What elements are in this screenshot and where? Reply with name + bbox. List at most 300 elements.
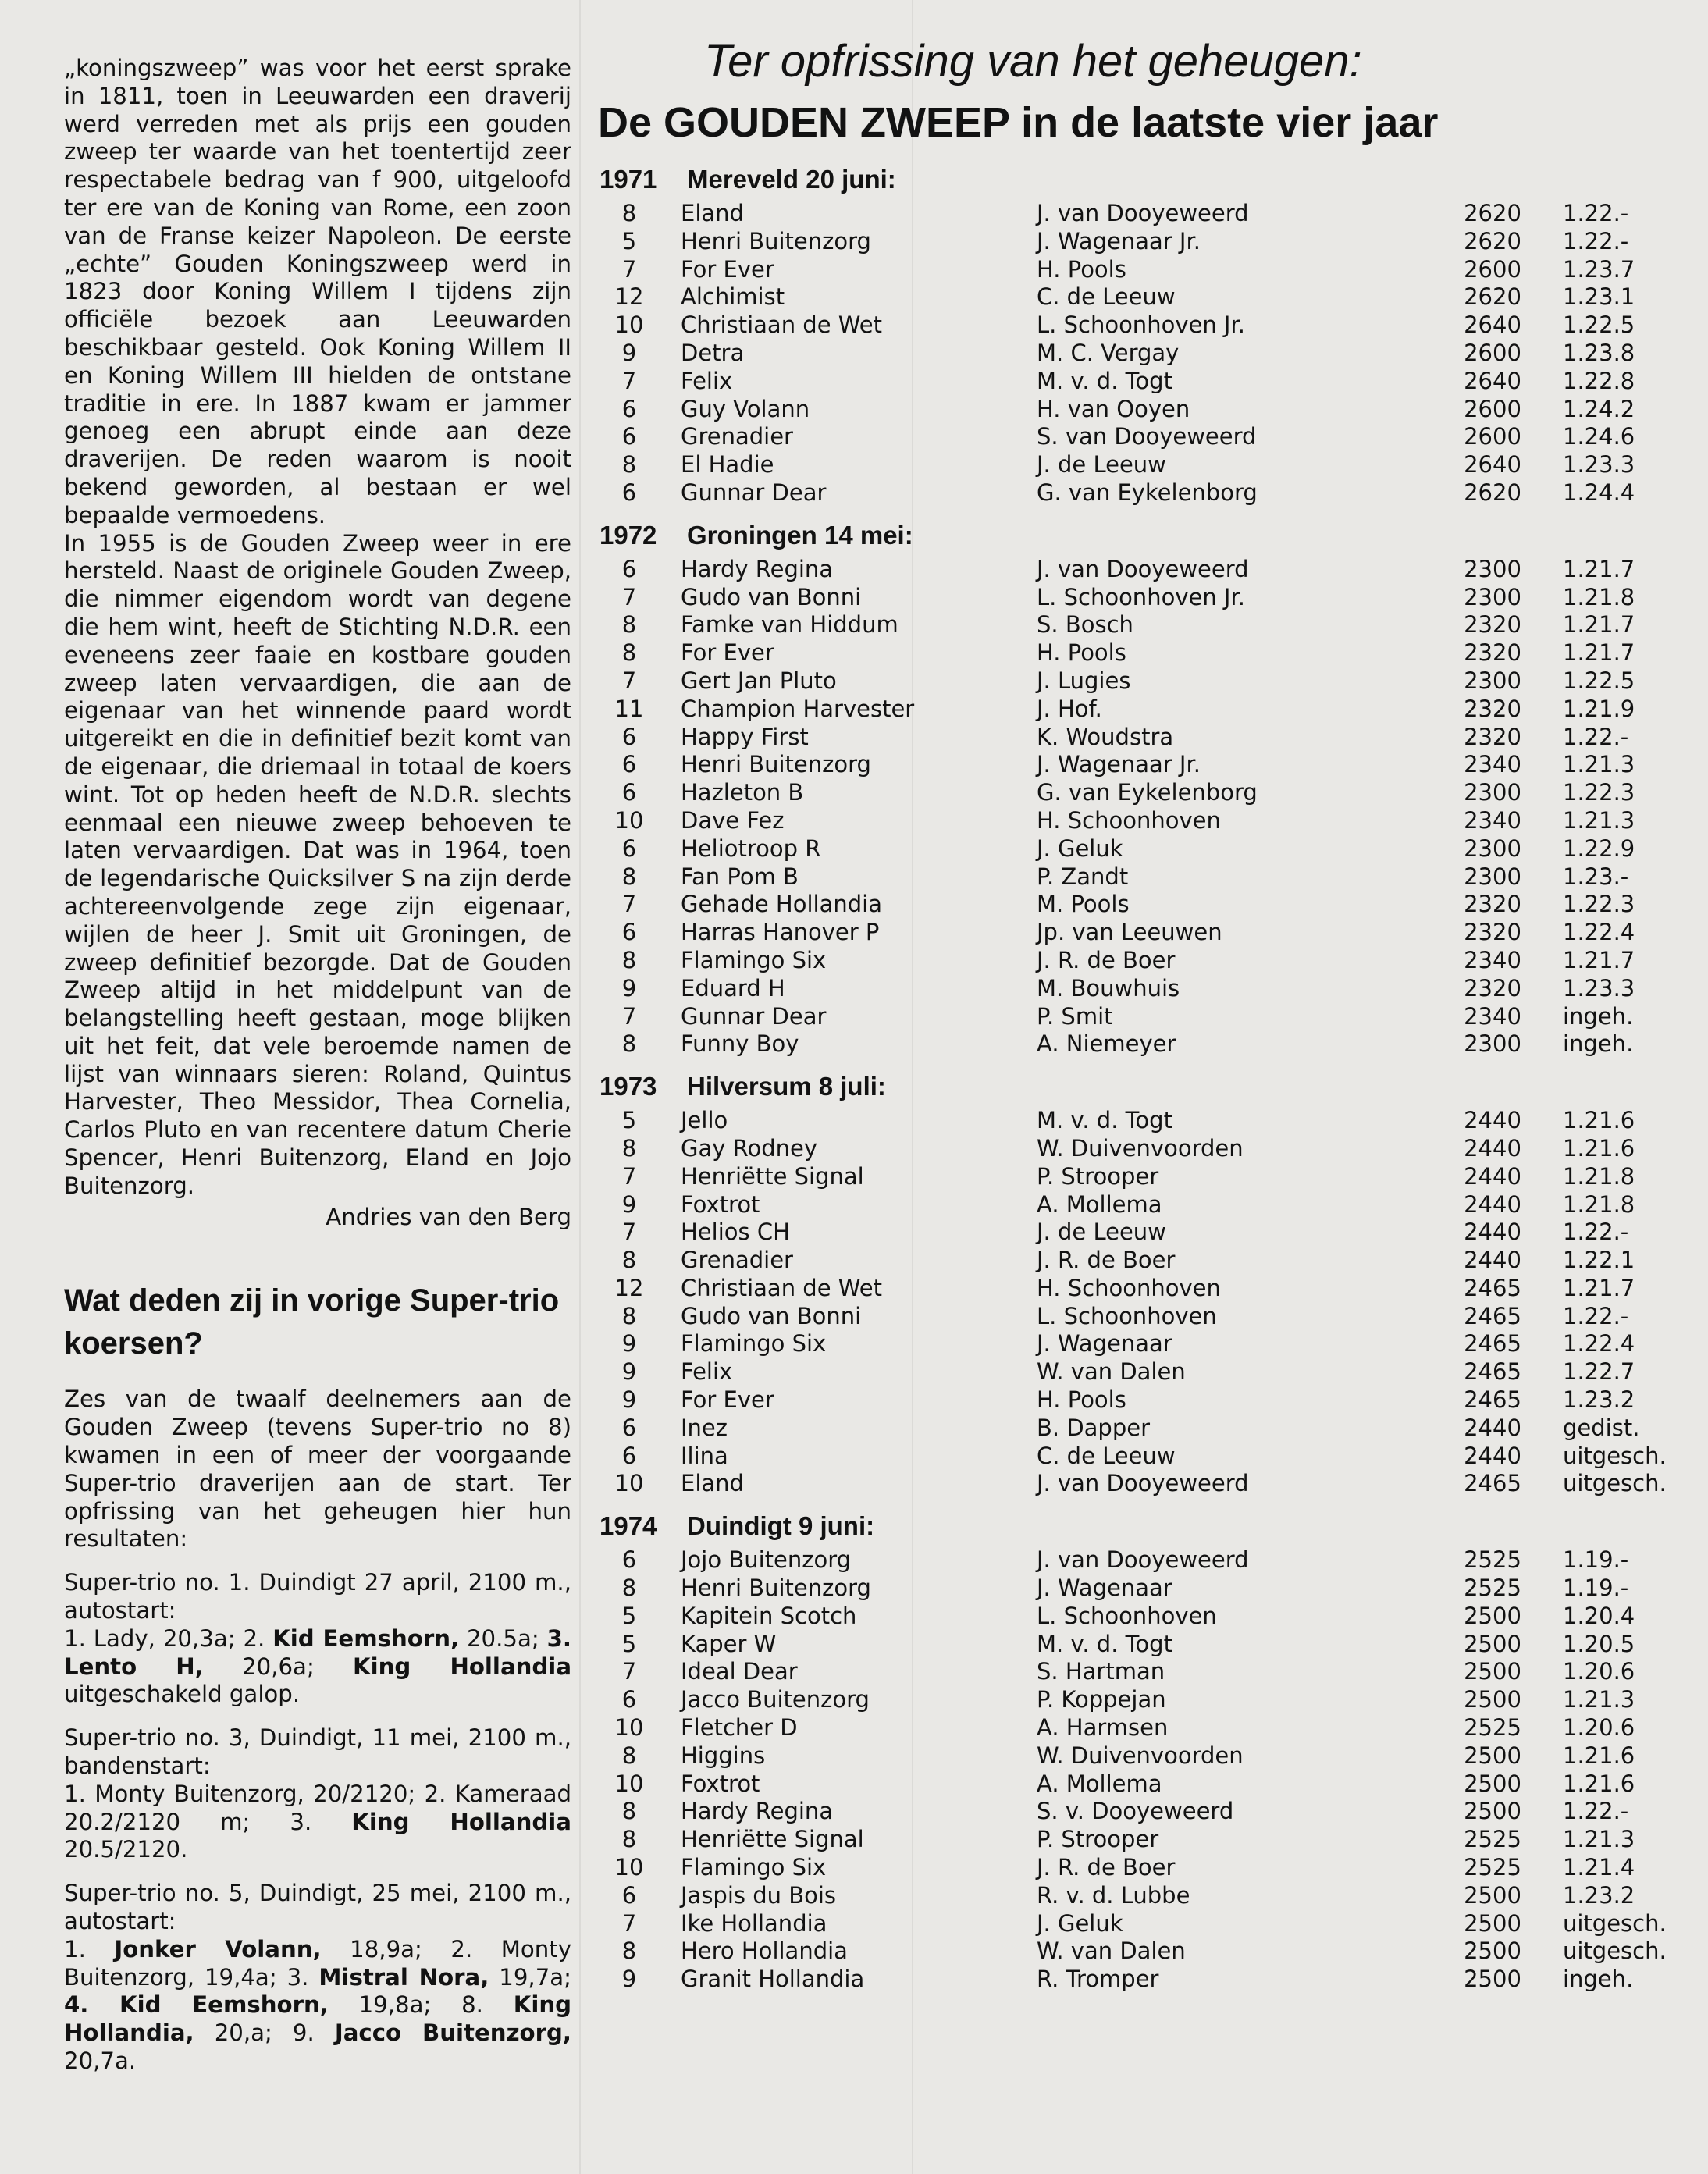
horse-name: Henri Buitenzorg bbox=[681, 227, 871, 254]
time: 1.20.5 bbox=[1563, 1630, 1635, 1657]
table-row bbox=[595, 1882, 1703, 1910]
driver-name: G. van Eykelenborg bbox=[1037, 779, 1258, 806]
table-row bbox=[595, 1330, 1703, 1358]
table-row bbox=[595, 1191, 1703, 1219]
history-paragraph: In 1955 is de Gouden Zweep weer in ere hersteld. Naast de originele Gouden Zweep, die nimmer eigendom wordt van degene die hem wint, heeft de Stichting N.D.R. een eveneens zeer faaie en kostbare gouden zweep laten vervaardigen, die aan de eigenaar van het winnende paard wordt uitgereikt en die in definitief bezit komt van de eigenaar, die driemaal in totaal de koers wint. Tot op heden heeft de N.D.R. slechts eenmaal een nieuwe zweep behoeven te laten vervaardigen. Dat was in 1964, toen de legendarische Quicksilver S na zijn derde achtereenvolgende zege zijn eigenaar, wijlen de heer J. Smit uit Groningen, de zweep definitief bezorgde. Dat de Gouden Zweep altijd in het middelpunt van de belangstelling heeft gestaan, moge blijken uit het feit, dat vele beroemde namen de lijst van winnaars sieren: Roland, Quintus Harvester, Theo Messidor, Thea Cornelia, Carlos Pluto en van recentere datum Cherie Spencer, Henri Buitenzorg, Eland en Jojo Buitenzorg. bbox=[64, 529, 571, 1199]
time: uitgesch. bbox=[1563, 1937, 1667, 1965]
table-row bbox=[595, 479, 1703, 507]
start-number: 8 bbox=[621, 1742, 637, 1769]
distance: 2300 bbox=[1464, 779, 1521, 806]
start-number: 10 bbox=[614, 311, 644, 339]
horse-name: Famke van Hiddum bbox=[681, 611, 898, 639]
start-number: 7 bbox=[621, 583, 637, 610]
table-row bbox=[595, 1275, 1703, 1303]
horse-name: Hardy Regina bbox=[681, 555, 834, 582]
driver-name: J. Geluk bbox=[1037, 1909, 1123, 1937]
driver-name: H. van Ooyen bbox=[1037, 395, 1190, 422]
time: 1.21.7 bbox=[1563, 611, 1635, 639]
table-row bbox=[595, 807, 1703, 835]
table-row bbox=[595, 340, 1703, 368]
table-row bbox=[595, 1854, 1703, 1882]
right-column bbox=[595, 34, 1703, 1994]
time: ingeh. bbox=[1563, 1030, 1634, 1058]
distance: 2300 bbox=[1464, 834, 1521, 862]
table-row bbox=[595, 724, 1703, 752]
result-text: 20,a; 9. bbox=[194, 2019, 335, 2047]
results-table bbox=[595, 164, 1703, 1994]
start-number: 8 bbox=[621, 1247, 637, 1274]
race-heading: Super-trio no. 5, Duindigt, 25 mei, 2100 m., autostart: bbox=[64, 1880, 571, 1935]
time: uitgesch. bbox=[1563, 1442, 1667, 1469]
horse-name: Jaspis du Bois bbox=[681, 1881, 837, 1909]
driver-name: A. Harmsen bbox=[1037, 1714, 1169, 1742]
table-row bbox=[595, 1574, 1703, 1603]
time: 1.22.3 bbox=[1563, 891, 1635, 918]
table-row bbox=[595, 947, 1703, 975]
horse-name: Henriëtte Signal bbox=[681, 1162, 864, 1190]
subtitle: Ter opfrissing van het geheugen: bbox=[704, 36, 1362, 87]
driver-name: M. Pools bbox=[1037, 891, 1130, 918]
driver-name: L. Schoonhoven bbox=[1037, 1302, 1217, 1329]
distance: 2600 bbox=[1464, 423, 1521, 450]
driver-name: G. van Eykelenborg bbox=[1037, 479, 1258, 506]
horse-name: Jojo Buitenzorg bbox=[681, 1546, 852, 1574]
time: gedist. bbox=[1563, 1414, 1640, 1441]
table-row bbox=[595, 779, 1703, 807]
driver-name: H. Schoonhoven bbox=[1037, 806, 1221, 834]
time: 1.24.6 bbox=[1563, 423, 1635, 450]
time: 1.22.- bbox=[1563, 200, 1629, 226]
driver-name: S. Hartman bbox=[1037, 1658, 1165, 1685]
distance: 2320 bbox=[1464, 974, 1521, 1002]
horse-name: Gert Jan Pluto bbox=[681, 667, 837, 694]
driver-name: W. Duivenvoorden bbox=[1037, 1134, 1244, 1162]
start-number: 9 bbox=[621, 1386, 637, 1414]
distance: 2465 bbox=[1464, 1358, 1521, 1386]
time: 1.23.3 bbox=[1563, 974, 1635, 1002]
horse-name: Helios CH bbox=[681, 1219, 790, 1246]
distance: 2500 bbox=[1464, 1881, 1521, 1909]
time: 1.21.6 bbox=[1563, 1107, 1635, 1134]
horse-name: Grenadier bbox=[681, 423, 793, 450]
start-number: 6 bbox=[621, 1414, 637, 1441]
horse-name: Foxtrot bbox=[681, 1190, 760, 1218]
start-number: 8 bbox=[621, 1937, 637, 1965]
horse-name: Inez bbox=[681, 1414, 728, 1441]
start-number: 8 bbox=[621, 1826, 637, 1853]
start-number: 7 bbox=[621, 1219, 637, 1246]
time: 1.23.- bbox=[1563, 863, 1629, 890]
year-heading bbox=[600, 1071, 1703, 1102]
time: 1.21.4 bbox=[1563, 1854, 1635, 1881]
distance: 2440 bbox=[1464, 1107, 1521, 1134]
time: ingeh. bbox=[1563, 1002, 1634, 1030]
horse-name: El Hadie bbox=[681, 451, 774, 479]
start-number: 9 bbox=[621, 339, 637, 366]
time: 1.21.7 bbox=[1563, 639, 1635, 667]
start-number: 9 bbox=[621, 1358, 637, 1386]
horse-name: Jello bbox=[681, 1107, 728, 1134]
table-row bbox=[595, 1470, 1703, 1498]
start-number: 8 bbox=[621, 639, 637, 667]
horse-name: Christiaan de Wet bbox=[681, 1274, 882, 1301]
start-number: 9 bbox=[621, 1966, 637, 1993]
table-row bbox=[595, 1219, 1703, 1247]
time: 1.21.3 bbox=[1563, 751, 1635, 778]
driver-name: S. v. Dooyeweerd bbox=[1037, 1798, 1234, 1825]
distance: 2440 bbox=[1464, 1442, 1521, 1469]
horse-name-bold: Jacco Buitenzorg, bbox=[334, 2019, 571, 2047]
start-number: 9 bbox=[621, 1190, 637, 1218]
race-result bbox=[64, 1781, 571, 1864]
table-row bbox=[595, 256, 1703, 284]
driver-name: L. Schoonhoven bbox=[1037, 1602, 1217, 1629]
result-text: 20.5/2120. bbox=[64, 1836, 188, 1863]
horse-name: Gehade Hollandia bbox=[681, 891, 882, 918]
distance: 2440 bbox=[1464, 1162, 1521, 1190]
table-row bbox=[595, 1163, 1703, 1191]
table-row bbox=[595, 891, 1703, 919]
table-row bbox=[595, 228, 1703, 256]
time: 1.22.- bbox=[1563, 227, 1629, 254]
driver-name: J. van Dooyeweerd bbox=[1037, 555, 1249, 582]
table-row bbox=[595, 919, 1703, 947]
distance: 2320 bbox=[1464, 891, 1521, 918]
venue-date: Duindigt 9 juni: bbox=[687, 1511, 875, 1541]
distance: 2340 bbox=[1464, 946, 1521, 973]
table-row bbox=[595, 396, 1703, 424]
driver-name: H. Pools bbox=[1037, 639, 1126, 667]
table-row bbox=[595, 423, 1703, 451]
distance: 2340 bbox=[1464, 751, 1521, 778]
start-number: 10 bbox=[614, 806, 644, 834]
start-number: 6 bbox=[621, 1442, 637, 1469]
driver-name: W. van Dalen bbox=[1037, 1937, 1186, 1965]
time: 1.22.1 bbox=[1563, 1247, 1635, 1274]
time: 1.22.8 bbox=[1563, 367, 1635, 394]
table-row bbox=[595, 1386, 1703, 1414]
start-number: 10 bbox=[614, 1854, 644, 1881]
time: uitgesch. bbox=[1563, 1470, 1667, 1497]
time: 1.21.8 bbox=[1563, 583, 1635, 610]
race-heading: Super-trio no. 1. Duindigt 27 april, 2100 m., autostart: bbox=[64, 1569, 571, 1624]
distance: 2340 bbox=[1464, 806, 1521, 834]
driver-name: M. C. Vergay bbox=[1037, 339, 1180, 366]
distance: 2640 bbox=[1464, 451, 1521, 479]
year: 1973 bbox=[600, 1072, 657, 1101]
table-row bbox=[595, 1770, 1703, 1799]
venue-date: Mereveld 20 juni: bbox=[687, 165, 896, 194]
table-row bbox=[595, 556, 1703, 584]
distance: 2620 bbox=[1464, 479, 1521, 506]
table-row bbox=[595, 835, 1703, 863]
year-block bbox=[595, 1510, 1703, 1994]
horse-name-bold: 3. Lento H, bbox=[64, 1624, 571, 1680]
year-heading bbox=[600, 164, 1703, 195]
page-title: De GOUDEN ZWEEP in de laatste vier jaar bbox=[598, 99, 1439, 146]
horse-name: Higgins bbox=[681, 1742, 766, 1769]
driver-name: H. Pools bbox=[1037, 255, 1126, 283]
time: 1.22.- bbox=[1563, 1219, 1629, 1246]
start-number: 10 bbox=[614, 1770, 644, 1797]
table-row bbox=[595, 1603, 1703, 1631]
driver-name: S. Bosch bbox=[1037, 611, 1133, 639]
left-column bbox=[64, 55, 571, 2091]
year-heading bbox=[600, 1510, 1703, 1542]
driver-name: J. Geluk bbox=[1037, 834, 1123, 862]
page-fold bbox=[579, 0, 581, 2174]
table-row bbox=[595, 1303, 1703, 1331]
horse-name: Champion Harvester bbox=[681, 695, 915, 722]
horse-name-bold: King Hollandia bbox=[353, 1653, 572, 1680]
time: 1.22.- bbox=[1563, 1798, 1629, 1825]
start-number: 6 bbox=[621, 423, 637, 450]
driver-name: M. Bouwhuis bbox=[1037, 974, 1180, 1002]
time: 1.24.4 bbox=[1563, 479, 1635, 506]
table-row bbox=[595, 1247, 1703, 1275]
horse-name: Felix bbox=[681, 1358, 733, 1386]
horse-name: Christiaan de Wet bbox=[681, 311, 882, 339]
start-number: 8 bbox=[621, 1302, 637, 1329]
distance: 2300 bbox=[1464, 583, 1521, 610]
table-row bbox=[595, 696, 1703, 724]
race-heading: Super-trio no. 3, Duindigt, 11 mei, 2100 m., bandenstart: bbox=[64, 1724, 571, 1780]
start-number: 7 bbox=[621, 667, 637, 694]
table-row bbox=[595, 1742, 1703, 1770]
table-row bbox=[595, 1798, 1703, 1826]
driver-name: P. Strooper bbox=[1037, 1826, 1159, 1853]
horse-name: Gudo van Bonni bbox=[681, 583, 862, 610]
table-row bbox=[595, 975, 1703, 1003]
driver-name: J. van Dooyeweerd bbox=[1037, 1546, 1249, 1574]
horse-name: Detra bbox=[681, 339, 745, 366]
time: 1.21.7 bbox=[1563, 555, 1635, 582]
start-number: 8 bbox=[621, 451, 637, 479]
distance: 2500 bbox=[1464, 1966, 1521, 1993]
horse-name: Flamingo Six bbox=[681, 1854, 827, 1881]
race-results-list bbox=[64, 1569, 571, 2076]
horse-name: Gunnar Dear bbox=[681, 479, 827, 506]
distance: 2500 bbox=[1464, 1686, 1521, 1713]
horse-name: Ideal Dear bbox=[681, 1658, 798, 1685]
start-number: 12 bbox=[614, 283, 644, 311]
time: 1.21.8 bbox=[1563, 1190, 1635, 1218]
horse-name-bold: King Hollandia bbox=[351, 1808, 571, 1835]
driver-name: J. Lugies bbox=[1037, 667, 1131, 694]
horse-name: Foxtrot bbox=[681, 1770, 760, 1797]
distance: 2600 bbox=[1464, 255, 1521, 283]
table-row bbox=[595, 1631, 1703, 1659]
start-number: 8 bbox=[621, 611, 637, 639]
distance: 2465 bbox=[1464, 1274, 1521, 1301]
horse-name: Heliotroop R bbox=[681, 834, 821, 862]
distance: 2525 bbox=[1464, 1714, 1521, 1742]
start-number: 9 bbox=[621, 974, 637, 1002]
driver-name: R. Tromper bbox=[1037, 1966, 1159, 1993]
section-title: Wat deden zij in vorige Super-trio koersen? bbox=[64, 1283, 560, 1361]
horse-name: Granit Hollandia bbox=[681, 1966, 865, 1993]
table-row bbox=[595, 863, 1703, 891]
race-result bbox=[64, 1936, 571, 2076]
driver-name: L. Schoonhoven Jr. bbox=[1037, 311, 1245, 339]
distance: 2440 bbox=[1464, 1414, 1521, 1441]
distance: 2300 bbox=[1464, 667, 1521, 694]
result-text: 19,7a; bbox=[489, 1963, 571, 1991]
result-text: 20.5a; bbox=[459, 1624, 547, 1652]
time: 1.21.8 bbox=[1563, 1162, 1635, 1190]
section-intro: Zes van de twaalf deelnemers aan de Gouden Zweep (tevens Super-trio no 8) kwamen in een of meer der voorgaande Super-trio draverijen aan de start. Ter opfrissing van het geheugen hier hun resultaten: bbox=[64, 1386, 571, 1553]
start-number: 11 bbox=[614, 695, 644, 722]
horse-name: Eduard H bbox=[681, 974, 785, 1002]
table-row bbox=[595, 1714, 1703, 1742]
distance: 2440 bbox=[1464, 1190, 1521, 1218]
table-row bbox=[595, 639, 1703, 667]
start-number: 6 bbox=[621, 779, 637, 806]
time: 1.21.3 bbox=[1563, 1826, 1635, 1853]
time: 1.23.8 bbox=[1563, 339, 1635, 366]
table-row bbox=[595, 311, 1703, 340]
horse-name: Hardy Regina bbox=[681, 1798, 834, 1825]
result-text: 20,7a. bbox=[64, 2048, 137, 2074]
horse-name: Funny Boy bbox=[681, 1030, 799, 1058]
distance: 2300 bbox=[1464, 863, 1521, 890]
driver-name: M. v. d. Togt bbox=[1037, 1107, 1172, 1134]
driver-name: J. Wagenaar bbox=[1037, 1574, 1172, 1602]
distance: 2525 bbox=[1464, 1826, 1521, 1853]
start-number: 5 bbox=[621, 1630, 637, 1657]
distance: 2465 bbox=[1464, 1330, 1521, 1357]
driver-name: A. Niemeyer bbox=[1037, 1030, 1176, 1058]
table-row bbox=[595, 1358, 1703, 1386]
horse-name: Gay Rodney bbox=[681, 1134, 818, 1162]
time: 1.21.3 bbox=[1563, 806, 1635, 834]
table-row bbox=[595, 611, 1703, 639]
start-number: 8 bbox=[621, 200, 637, 226]
start-number: 8 bbox=[621, 863, 637, 890]
time: 1.23.1 bbox=[1563, 283, 1635, 311]
time: 1.22.9 bbox=[1563, 834, 1635, 862]
distance: 2620 bbox=[1464, 227, 1521, 254]
driver-name: S. van Dooyeweerd bbox=[1037, 423, 1257, 450]
time: 1.21.7 bbox=[1563, 1274, 1635, 1301]
race-result bbox=[64, 1625, 571, 1709]
table-row bbox=[595, 1030, 1703, 1059]
driver-name: W. Duivenvoorden bbox=[1037, 1742, 1244, 1769]
time: 1.21.7 bbox=[1563, 946, 1635, 973]
horse-name: Grenadier bbox=[681, 1247, 793, 1274]
result-text: 1. bbox=[64, 1935, 115, 1962]
driver-name: P. Smit bbox=[1037, 1002, 1113, 1030]
time: 1.23.2 bbox=[1563, 1881, 1635, 1909]
table-row bbox=[595, 1003, 1703, 1031]
table-row bbox=[595, 283, 1703, 311]
driver-name: J. Hof. bbox=[1037, 695, 1102, 722]
distance: 2320 bbox=[1464, 695, 1521, 722]
start-number: 6 bbox=[621, 555, 637, 582]
distance: 2525 bbox=[1464, 1546, 1521, 1574]
horse-name: Fletcher D bbox=[681, 1714, 798, 1742]
driver-name: H. Schoonhoven bbox=[1037, 1274, 1221, 1301]
horse-name: Felix bbox=[681, 367, 733, 394]
start-number: 12 bbox=[614, 1274, 644, 1301]
table-row bbox=[595, 1910, 1703, 1938]
start-number: 6 bbox=[621, 479, 637, 506]
distance: 2465 bbox=[1464, 1302, 1521, 1329]
horse-name: For Ever bbox=[681, 1386, 774, 1414]
table-row bbox=[595, 1107, 1703, 1135]
horse-name: Henri Buitenzorg bbox=[681, 1574, 871, 1602]
author-signature: Andries van den Berg bbox=[326, 1203, 571, 1230]
time: 1.23.7 bbox=[1563, 255, 1635, 283]
year: 1974 bbox=[600, 1511, 657, 1541]
distance: 2500 bbox=[1464, 1602, 1521, 1629]
time: 1.22.- bbox=[1563, 1302, 1629, 1329]
year-block bbox=[595, 164, 1703, 507]
venue-date: Groningen 14 mei: bbox=[687, 520, 913, 550]
driver-name: M. v. d. Togt bbox=[1037, 1630, 1172, 1657]
table-row bbox=[595, 451, 1703, 479]
horse-name: Jacco Buitenzorg bbox=[681, 1686, 870, 1713]
driver-name: J. Wagenaar Jr. bbox=[1037, 751, 1201, 778]
start-number: 8 bbox=[621, 1574, 637, 1602]
time: 1.22.5 bbox=[1563, 667, 1635, 694]
table-row bbox=[595, 1658, 1703, 1686]
distance: 2620 bbox=[1464, 200, 1521, 226]
start-number: 6 bbox=[621, 834, 637, 862]
year-heading bbox=[600, 520, 1703, 551]
horse-name: Harras Hanover P bbox=[681, 919, 880, 946]
time: 1.22.5 bbox=[1563, 311, 1635, 339]
distance: 2640 bbox=[1464, 367, 1521, 394]
start-number: 6 bbox=[621, 751, 637, 778]
table-row bbox=[595, 667, 1703, 696]
driver-name: J. Wagenaar Jr. bbox=[1037, 227, 1201, 254]
distance: 2440 bbox=[1464, 1219, 1521, 1246]
start-number: 6 bbox=[621, 1881, 637, 1909]
driver-name: K. Woudstra bbox=[1037, 723, 1174, 750]
time: 1.24.2 bbox=[1563, 395, 1635, 422]
driver-name: P. Koppejan bbox=[1037, 1686, 1166, 1713]
start-number: 7 bbox=[621, 1909, 637, 1937]
driver-name: J. de Leeuw bbox=[1037, 451, 1166, 479]
horse-name: Ilina bbox=[681, 1442, 728, 1469]
distance: 2440 bbox=[1464, 1247, 1521, 1274]
table-row bbox=[595, 1443, 1703, 1471]
table-row bbox=[595, 584, 1703, 612]
start-number: 7 bbox=[621, 1658, 637, 1685]
table-row bbox=[595, 1937, 1703, 1966]
start-number: 5 bbox=[621, 227, 637, 254]
distance: 2320 bbox=[1464, 639, 1521, 667]
time: 1.22.7 bbox=[1563, 1358, 1635, 1386]
driver-name: W. van Dalen bbox=[1037, 1358, 1186, 1386]
driver-name: J. van Dooyeweerd bbox=[1037, 1470, 1249, 1497]
time: 1.19.- bbox=[1563, 1546, 1629, 1574]
distance: 2640 bbox=[1464, 311, 1521, 339]
year: 1972 bbox=[600, 520, 657, 550]
horse-name: Eland bbox=[681, 200, 744, 226]
horse-name: Henriëtte Signal bbox=[681, 1826, 864, 1853]
horse-name: Henri Buitenzorg bbox=[681, 751, 871, 778]
distance: 2320 bbox=[1464, 611, 1521, 639]
driver-name: H. Pools bbox=[1037, 1386, 1126, 1414]
time: 1.22.4 bbox=[1563, 1330, 1635, 1357]
driver-name: B. Dapper bbox=[1037, 1414, 1151, 1441]
distance: 2500 bbox=[1464, 1909, 1521, 1937]
distance: 2320 bbox=[1464, 723, 1521, 750]
horse-name-bold: Jonker Volann, bbox=[114, 1935, 322, 1962]
distance: 2500 bbox=[1464, 1658, 1521, 1685]
